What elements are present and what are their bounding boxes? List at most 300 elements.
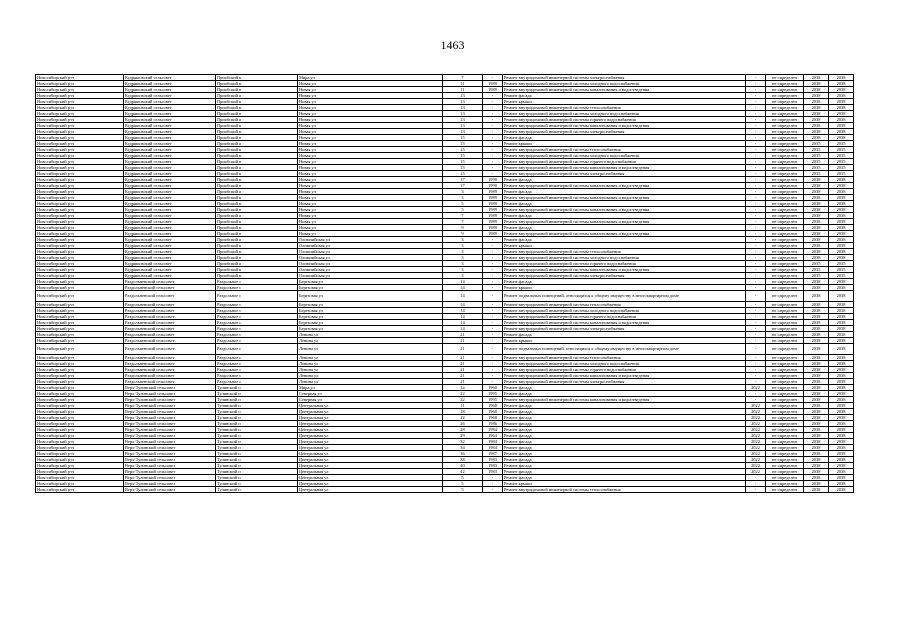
house-number-cell: 14: [443, 326, 483, 332]
house-number-cell: 18: [443, 409, 483, 415]
council-cell: Раздольненский сельсовет: [124, 332, 216, 338]
district-cell: Новосибирский р-н: [36, 267, 124, 273]
house-number-cell: 5: [443, 481, 483, 487]
plan-start-cell: 2038: [804, 475, 829, 481]
build-year-cell: -: [483, 338, 503, 344]
council-cell: Кудряшовский сельсовет: [124, 177, 216, 183]
district-cell: Новосибирский р-н: [36, 439, 124, 445]
build-year-cell: -: [483, 135, 503, 141]
work-type-cell: Ремонт крыши: [503, 285, 746, 291]
street-cell: Центральная ул: [298, 427, 443, 433]
prev-repair-year-cell: -: [746, 177, 766, 183]
street-cell: Олимпийская ул: [298, 261, 443, 267]
cost-cell: не определен: [766, 433, 804, 439]
district-cell: Новосибирский р-н: [36, 279, 124, 285]
district-cell: Новосибирский р-н: [36, 231, 124, 237]
cost-cell: не определен: [766, 302, 804, 308]
settlement-cell: Раздольное с: [216, 320, 298, 326]
work-type-cell: Ремонт фасада: [503, 439, 746, 445]
plan-start-cell: 2038: [804, 427, 829, 433]
street-cell: Мира ул: [298, 75, 443, 81]
street-cell: Центральная ул: [298, 451, 443, 457]
settlement-cell: Приобский п: [216, 195, 298, 201]
build-year-cell: -: [483, 314, 503, 320]
plan-end-cell: 2035: [829, 153, 854, 159]
work-type-cell: Ремонт внутридомовой инженерной системы канализования и водоотведения: [503, 231, 746, 237]
cost-cell: не определен: [766, 81, 804, 87]
plan-end-cell: 2038: [829, 195, 854, 201]
work-type-cell: Ремонт внутридомовой инженерной системы холодного водоснабжения: [503, 308, 746, 314]
work-type-cell: Ремонт фасада: [503, 135, 746, 141]
council-cell: Верх-Тулинский сельсовет: [124, 445, 216, 451]
build-year-cell: -: [483, 261, 503, 267]
district-cell: Новосибирский р-н: [36, 243, 124, 249]
prev-repair-year-cell: 2022: [746, 421, 766, 427]
work-type-cell: Ремонт внутридомовой инженерной системы горячего водоснабжения: [503, 159, 746, 165]
plan-end-cell: 2038: [829, 475, 854, 481]
prev-repair-year-cell: -: [746, 225, 766, 231]
street-cell: Олимпийская ул: [298, 267, 443, 273]
settlement-cell: Тулинский п: [216, 445, 298, 451]
work-type-cell: Ремонт фасада: [503, 189, 746, 195]
work-type-cell: Ремонт внутридомовой инженерной системы канализования и водоотведения: [503, 165, 746, 171]
council-cell: Верх-Тулинский сельсовет: [124, 481, 216, 487]
cost-cell: не определен: [766, 326, 804, 332]
build-year-cell: -: [483, 291, 503, 302]
settlement-cell: Раздольное с: [216, 302, 298, 308]
plan-end-cell: 2038: [829, 421, 854, 427]
council-cell: Кудряшовский сельсовет: [124, 249, 216, 255]
house-number-cell: 5: [443, 475, 483, 481]
table-row: [36, 487, 854, 493]
prev-repair-year-cell: -: [746, 123, 766, 129]
council-cell: Верх-Тулинский сельсовет: [124, 427, 216, 433]
work-type-cell: Ремонт внутридомовой инженерной системы электроснабжения: [503, 171, 746, 177]
district-cell: Новосибирский р-н: [36, 93, 124, 99]
work-type-cell: Ремонт внутридомовой инженерной системы канализования и водоотведения: [503, 183, 746, 189]
build-year-cell: 1964: [483, 433, 503, 439]
street-cell: Ленина ул: [298, 373, 443, 379]
plan-start-cell: 2038: [804, 451, 829, 457]
cost-cell: не определен: [766, 427, 804, 433]
work-type-cell: Ремонт внутридомовой инженерной системы горячего водоснабжения: [503, 117, 746, 123]
district-cell: Новосибирский р-н: [36, 225, 124, 231]
district-cell: Новосибирский р-н: [36, 487, 124, 493]
plan-end-cell: 2038: [829, 243, 854, 249]
cost-cell: не определен: [766, 159, 804, 165]
cost-cell: не определен: [766, 285, 804, 291]
prev-repair-year-cell: -: [746, 308, 766, 314]
cost-cell: не определен: [766, 105, 804, 111]
cost-cell: не определен: [766, 99, 804, 105]
plan-start-cell: 2038: [804, 111, 829, 117]
work-type-cell: Ремонт внутридомовой инженерной системы канализования и водоотведения: [503, 397, 746, 403]
district-cell: Новосибирский р-н: [36, 123, 124, 129]
council-cell: Кудряшовский сельсовет: [124, 219, 216, 225]
prev-repair-year-cell: -: [746, 373, 766, 379]
house-number-cell: 3: [443, 189, 483, 195]
build-year-cell: 1989: [483, 207, 503, 213]
settlement-cell: Приобский п: [216, 129, 298, 135]
plan-end-cell: 2038: [829, 207, 854, 213]
council-cell: Верх-Тулинский сельсовет: [124, 469, 216, 475]
council-cell: Верх-Тулинский сельсовет: [124, 385, 216, 391]
council-cell: Верх-Тулинский сельсовет: [124, 457, 216, 463]
build-year-cell: -: [483, 361, 503, 367]
street-cell: Новая ул: [298, 117, 443, 123]
plan-start-cell: 2038: [804, 249, 829, 255]
house-number-cell: 40: [443, 463, 483, 469]
work-type-cell: Ремонт внутридомовой инженерной системы холодного водоснабжения: [503, 81, 746, 87]
house-number-cell: 21: [443, 379, 483, 385]
prev-repair-year-cell: -: [746, 291, 766, 302]
council-cell: Кудряшовский сельсовет: [124, 99, 216, 105]
house-number-cell: 17: [443, 177, 483, 183]
settlement-cell: Раздольное с: [216, 379, 298, 385]
settlement-cell: Приобский п: [216, 123, 298, 129]
street-cell: Центральная ул: [298, 433, 443, 439]
street-cell: Новая ул: [298, 219, 443, 225]
cost-cell: не определен: [766, 111, 804, 117]
build-year-cell: 1984: [483, 439, 503, 445]
settlement-cell: Приобский п: [216, 201, 298, 207]
plan-end-cell: 2035: [829, 171, 854, 177]
cost-cell: не определен: [766, 385, 804, 391]
street-cell: Ленина ул: [298, 355, 443, 361]
house-number-cell: 3: [443, 243, 483, 249]
work-type-cell: Ремонт фасада: [503, 201, 746, 207]
district-cell: Новосибирский р-н: [36, 421, 124, 427]
house-number-cell: 7: [443, 213, 483, 219]
settlement-cell: Приобский п: [216, 213, 298, 219]
street-cell: Новая ул: [298, 123, 443, 129]
build-year-cell: -: [483, 75, 503, 81]
prev-repair-year-cell: 2022: [746, 415, 766, 421]
prev-repair-year-cell: -: [746, 147, 766, 153]
plan-start-cell: 2038: [804, 385, 829, 391]
work-type-cell: Ремонт фасада: [503, 177, 746, 183]
council-cell: Кудряшовский сельсовет: [124, 75, 216, 81]
build-year-cell: 1989: [483, 201, 503, 207]
house-number-cell: 3: [443, 249, 483, 255]
work-type-cell: Ремонт фасада: [503, 433, 746, 439]
plan-end-cell: 2038: [829, 481, 854, 487]
build-year-cell: -: [483, 129, 503, 135]
plan-end-cell: 2038: [829, 445, 854, 451]
district-cell: Новосибирский р-н: [36, 344, 124, 355]
cost-cell: не определен: [766, 75, 804, 81]
street-cell: Новая ул: [298, 231, 443, 237]
cost-cell: не определен: [766, 379, 804, 385]
street-cell: Олимпийская ул: [298, 255, 443, 261]
district-cell: Новосибирский р-н: [36, 147, 124, 153]
settlement-cell: Тулинский п: [216, 409, 298, 415]
district-cell: Новосибирский р-н: [36, 397, 124, 403]
settlement-cell: Приобский п: [216, 93, 298, 99]
council-cell: Верх-Тулинский сельсовет: [124, 487, 216, 493]
street-cell: Новая ул: [298, 201, 443, 207]
build-year-cell: 1989: [483, 87, 503, 93]
plan-start-cell: 2038: [804, 445, 829, 451]
council-cell: Раздольненский сельсовет: [124, 367, 216, 373]
cost-cell: не определен: [766, 355, 804, 361]
settlement-cell: Раздольное с: [216, 367, 298, 373]
plan-end-cell: 2038: [829, 463, 854, 469]
house-number-cell: 13: [443, 123, 483, 129]
cost-cell: не определен: [766, 451, 804, 457]
district-cell: Новосибирский р-н: [36, 219, 124, 225]
settlement-cell: Тулинский п: [216, 385, 298, 391]
street-cell: Новая ул: [298, 105, 443, 111]
district-cell: Новосибирский р-н: [36, 141, 124, 147]
prev-repair-year-cell: -: [746, 314, 766, 320]
work-type-cell: Ремонт внутридомовой инженерной системы теплоснабжения: [503, 249, 746, 255]
prev-repair-year-cell: 2022: [746, 457, 766, 463]
work-type-cell: Ремонт фасада: [503, 225, 746, 231]
cost-cell: не определен: [766, 487, 804, 493]
plan-start-cell: 2038: [804, 379, 829, 385]
council-cell: Кудряшовский сельсовет: [124, 159, 216, 165]
plan-start-cell: 2038: [804, 213, 829, 219]
cost-cell: не определен: [766, 213, 804, 219]
prev-repair-year-cell: -: [746, 75, 766, 81]
build-year-cell: 1968: [483, 409, 503, 415]
cost-cell: не определен: [766, 367, 804, 373]
plan-end-cell: 2038: [829, 379, 854, 385]
plan-start-cell: 2038: [804, 279, 829, 285]
house-number-cell: 15: [443, 171, 483, 177]
prev-repair-year-cell: -: [746, 361, 766, 367]
prev-repair-year-cell: -: [746, 93, 766, 99]
plan-start-cell: 2038: [804, 117, 829, 123]
street-cell: Ленина ул: [298, 367, 443, 373]
settlement-cell: Приобский п: [216, 183, 298, 189]
council-cell: Кудряшовский сельсовет: [124, 147, 216, 153]
street-cell: Центральная ул: [298, 457, 443, 463]
build-year-cell: 1986: [483, 421, 503, 427]
street-cell: Ленина ул: [298, 338, 443, 344]
street-cell: Олимпийская ул: [298, 243, 443, 249]
council-cell: Кудряшовский сельсовет: [124, 201, 216, 207]
build-year-cell: -: [483, 93, 503, 99]
settlement-cell: Тулинский п: [216, 397, 298, 403]
house-number-cell: 14: [443, 302, 483, 308]
work-type-cell: Ремонт внутридомовой инженерной системы горячего водоснабжения: [503, 314, 746, 320]
settlement-cell: Тулинский п: [216, 403, 298, 409]
settlement-cell: Приобский п: [216, 153, 298, 159]
work-type-cell: Ремонт фасада: [503, 403, 746, 409]
work-type-cell: Ремонт фасада: [503, 391, 746, 397]
settlement-cell: Приобский п: [216, 99, 298, 105]
build-year-cell: -: [483, 171, 503, 177]
work-type-cell: Ремонт фасада: [503, 469, 746, 475]
cost-cell: не определен: [766, 189, 804, 195]
cost-cell: не определен: [766, 332, 804, 338]
street-cell: Березовая ул: [298, 279, 443, 285]
work-type-cell: Ремонт внутридомовой инженерной системы канализования и водоотведения: [503, 123, 746, 129]
prev-repair-year-cell: -: [746, 397, 766, 403]
settlement-cell: Приобский п: [216, 105, 298, 111]
plan-start-cell: 2038: [804, 93, 829, 99]
house-number-cell: 9: [443, 225, 483, 231]
district-cell: Новосибирский р-н: [36, 302, 124, 308]
build-year-cell: -: [483, 165, 503, 171]
plan-start-cell: 2035: [804, 159, 829, 165]
council-cell: Кудряшовский сельсовет: [124, 255, 216, 261]
house-number-cell: 21: [443, 344, 483, 355]
street-cell: Олимпийская ул: [298, 273, 443, 279]
council-cell: Кудряшовский сельсовет: [124, 141, 216, 147]
settlement-cell: Тулинский п: [216, 421, 298, 427]
street-cell: Новая ул: [298, 99, 443, 105]
cost-cell: не определен: [766, 421, 804, 427]
house-number-cell: 21: [443, 373, 483, 379]
plan-end-cell: 2038: [829, 326, 854, 332]
cost-cell: не определен: [766, 320, 804, 326]
prev-repair-year-cell: -: [746, 231, 766, 237]
capital-repair-table: [35, 74, 854, 493]
plan-end-cell: 2038: [829, 403, 854, 409]
prev-repair-year-cell: -: [746, 355, 766, 361]
plan-start-cell: 2038: [804, 326, 829, 332]
build-year-cell: 1989: [483, 195, 503, 201]
house-number-cell: 21: [443, 332, 483, 338]
house-number-cell: 15: [443, 159, 483, 165]
settlement-cell: Раздольное с: [216, 308, 298, 314]
house-number-cell: 38: [443, 457, 483, 463]
council-cell: Кудряшовский сельсовет: [124, 117, 216, 123]
build-year-cell: -: [483, 117, 503, 123]
cost-cell: не определен: [766, 231, 804, 237]
cost-cell: не определен: [766, 117, 804, 123]
plan-start-cell: 2038: [804, 367, 829, 373]
house-number-cell: 14: [443, 279, 483, 285]
prev-repair-year-cell: 2022: [746, 463, 766, 469]
plan-end-cell: 2038: [829, 177, 854, 183]
cost-cell: не определен: [766, 279, 804, 285]
prev-repair-year-cell: -: [746, 391, 766, 397]
cost-cell: не определен: [766, 463, 804, 469]
plan-end-cell: 2038: [829, 99, 854, 105]
work-type-cell: Ремонт внутридомовой инженерной системы электроснабжения: [503, 129, 746, 135]
cost-cell: не определен: [766, 361, 804, 367]
work-type-cell: Ремонт внутридомовой инженерной системы электроснабжения: [503, 75, 746, 81]
build-year-cell: -: [483, 373, 503, 379]
street-cell: Центральная ул: [298, 463, 443, 469]
plan-start-cell: 2038: [804, 320, 829, 326]
district-cell: Новосибирский р-н: [36, 207, 124, 213]
plan-start-cell: 2038: [804, 291, 829, 302]
district-cell: Новосибирский р-н: [36, 457, 124, 463]
house-number-cell: 5: [443, 207, 483, 213]
plan-end-cell: 2038: [829, 285, 854, 291]
plan-end-cell: 2035: [829, 165, 854, 171]
council-cell: Кудряшовский сельсовет: [124, 135, 216, 141]
settlement-cell: Приобский п: [216, 225, 298, 231]
district-cell: Новосибирский р-н: [36, 135, 124, 141]
plan-start-cell: 2038: [804, 237, 829, 243]
build-year-cell: -: [483, 367, 503, 373]
plan-end-cell: 2038: [829, 105, 854, 111]
house-number-cell: 21: [443, 355, 483, 361]
plan-end-cell: 2038: [829, 75, 854, 81]
settlement-cell: Раздольное с: [216, 332, 298, 338]
cost-cell: не определен: [766, 457, 804, 463]
street-cell: Новая ул: [298, 183, 443, 189]
district-cell: Новосибирский р-н: [36, 189, 124, 195]
build-year-cell: -: [483, 159, 503, 165]
district-cell: Новосибирский р-н: [36, 105, 124, 111]
work-type-cell: Ремонт фасада: [503, 415, 746, 421]
prev-repair-year-cell: -: [746, 165, 766, 171]
house-number-cell: 7: [443, 219, 483, 225]
plan-start-cell: 2038: [804, 463, 829, 469]
district-cell: Новосибирский р-н: [36, 75, 124, 81]
work-type-cell: Ремонт фасада: [503, 451, 746, 457]
plan-start-cell: 2038: [804, 469, 829, 475]
plan-end-cell: 2038: [829, 409, 854, 415]
work-type-cell: Ремонт крыши: [503, 99, 746, 105]
street-cell: Ленина ул: [298, 361, 443, 367]
settlement-cell: Приобский п: [216, 231, 298, 237]
council-cell: Верх-Тулинский сельсовет: [124, 421, 216, 427]
house-number-cell: 9: [443, 231, 483, 237]
house-number-cell: 15: [443, 165, 483, 171]
work-type-cell: Ремонт фасада: [503, 409, 746, 415]
street-cell: Северная ул: [298, 397, 443, 403]
prev-repair-year-cell: -: [746, 481, 766, 487]
plan-start-cell: 2038: [804, 314, 829, 320]
district-cell: Новосибирский р-н: [36, 111, 124, 117]
plan-end-cell: 2038: [829, 397, 854, 403]
prev-repair-year-cell: -: [746, 171, 766, 177]
build-year-cell: -: [483, 123, 503, 129]
street-cell: Центральная ул: [298, 445, 443, 451]
cost-cell: не определен: [766, 439, 804, 445]
build-year-cell: -: [483, 153, 503, 159]
council-cell: Верх-Тулинский сельсовет: [124, 439, 216, 445]
work-type-cell: Ремонт внутридомовой инженерной системы канализования и водоотведения: [503, 320, 746, 326]
street-cell: Березовая ул: [298, 314, 443, 320]
work-type-cell: Ремонт крыши: [503, 141, 746, 147]
plan-end-cell: 2038: [829, 87, 854, 93]
council-cell: Кудряшовский сельсовет: [124, 231, 216, 237]
council-cell: Раздольненский сельсовет: [124, 326, 216, 332]
street-cell: Центральная ул: [298, 415, 443, 421]
house-number-cell: 13: [443, 93, 483, 99]
cost-cell: не определен: [766, 397, 804, 403]
council-cell: Кудряшовский сельсовет: [124, 93, 216, 99]
council-cell: Кудряшовский сельсовет: [124, 267, 216, 273]
street-cell: Центральная ул: [298, 409, 443, 415]
prev-repair-year-cell: 2022: [746, 439, 766, 445]
street-cell: Ленина ул: [298, 344, 443, 355]
plan-start-cell: 2038: [804, 481, 829, 487]
settlement-cell: Приобский п: [216, 261, 298, 267]
house-number-cell: 11: [443, 87, 483, 93]
district-cell: Новосибирский р-н: [36, 415, 124, 421]
plan-start-cell: 2038: [804, 338, 829, 344]
district-cell: Новосибирский р-н: [36, 153, 124, 159]
cost-cell: не определен: [766, 291, 804, 302]
cost-cell: не определен: [766, 344, 804, 355]
plan-end-cell: 2038: [829, 237, 854, 243]
street-cell: Ленина ул: [298, 379, 443, 385]
street-cell: Центральная ул: [298, 487, 443, 493]
prev-repair-year-cell: -: [746, 207, 766, 213]
cost-cell: не определен: [766, 409, 804, 415]
district-cell: Новосибирский р-н: [36, 261, 124, 267]
